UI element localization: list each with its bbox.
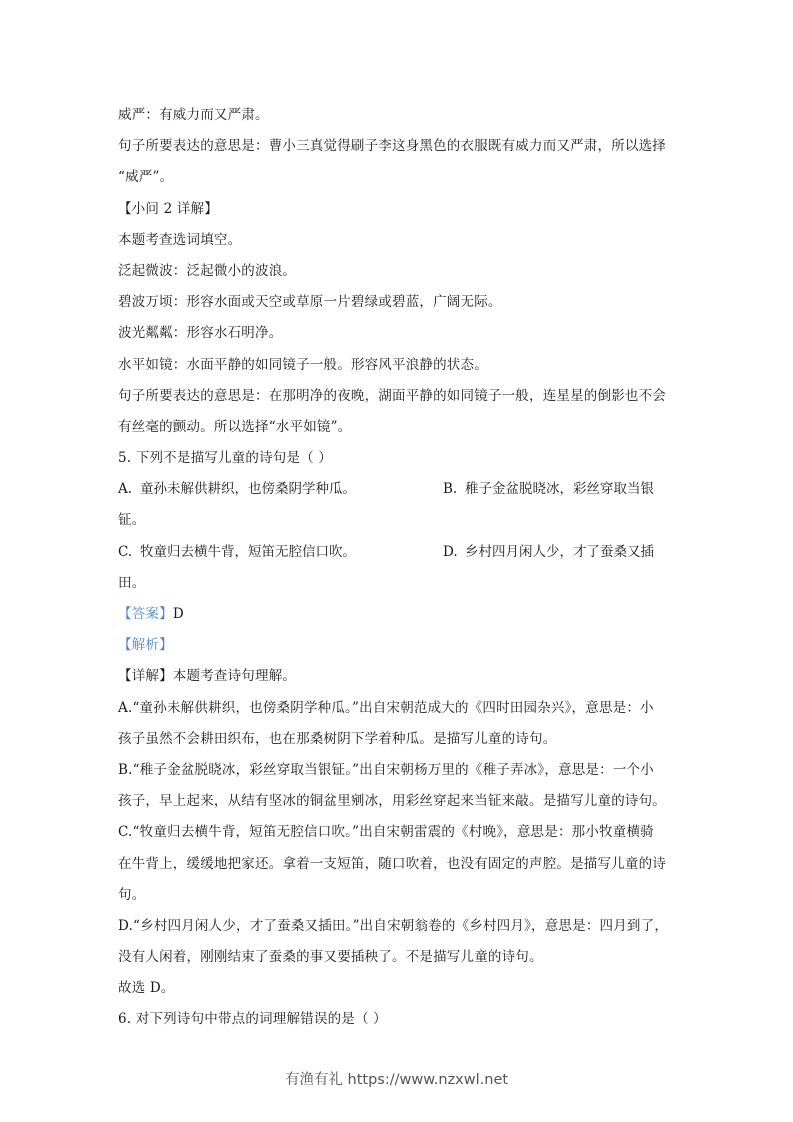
conclusion-line: 故选 D。 xyxy=(118,980,175,997)
detail-intro: 本题考查诗句理解。 xyxy=(172,668,297,685)
option-text: 牧童归去横牛背，短笛无腔信口吹。 xyxy=(140,543,356,560)
option-key: B. xyxy=(443,481,458,498)
detail-line xyxy=(118,661,683,692)
options-row-cd xyxy=(118,537,683,568)
text-line: 本题考查选词填空。 xyxy=(118,231,242,248)
text-line: 有丝毫的颤动。所以选择“水平如镜”。 xyxy=(118,418,352,435)
text-line: 碧波万顷：形容水面或天空或草原一片碧绿或碧蓝，广阔无际。 xyxy=(118,294,502,311)
option-key: A. xyxy=(118,481,133,498)
detail-label: 【详解】 xyxy=(118,668,173,685)
explanation-line: C.“牧童归去横牛背，短笛无腔信口吹。”出自宋朝雷震的《村晚》，意思是：那小牧童横骑 xyxy=(118,824,654,841)
option-d xyxy=(443,537,683,568)
option-key: C. xyxy=(118,543,133,560)
explanation-line: B.“稚子金盆脱晓冰，彩丝穿取当银钲。”出自宋朝杨万里的《稚子弄冰》，意思是：一个小 xyxy=(118,761,654,778)
explanation-line: A.“童孙未解供耕织，也傍桑阴学种瓜。”出自宋朝范成大的《四时田园杂兴》，意思是：小 xyxy=(118,699,654,716)
answer-line xyxy=(118,599,683,630)
explanation-line: D.“乡村四月闲人少，才了蚕桑又插田。”出自宋朝翁卷的《乡村四月》，意思是：四月到了， xyxy=(118,917,669,934)
answer-label: 【答案】 xyxy=(118,606,173,622)
question-5-stem: 5. 下列不是描写儿童的诗句是（ ） xyxy=(118,450,333,467)
options-row-ab xyxy=(118,474,683,505)
explanation-line: 句。 xyxy=(118,886,146,903)
analysis-label: 【解析】 xyxy=(118,637,173,654)
option-key: D. xyxy=(443,543,458,560)
explanation-line: 没有人闲着，刚刚结束了蚕桑的事又要插秧了。不是描写儿童的诗句。 xyxy=(118,949,543,966)
option-a xyxy=(118,474,443,505)
option-b xyxy=(443,474,683,505)
text-line: 威严：有威力而又严肃。 xyxy=(118,107,269,123)
explanation-line: 孩子，早上起来，从结有坚冰的铜盆里剜冰，用彩丝穿起来当钲来敲。是描写儿童的诗句。 xyxy=(118,793,666,810)
option-d-wrap: 田。 xyxy=(118,574,146,591)
option-text: 童孙未解供耕织，也傍桑阴学种瓜。 xyxy=(140,481,356,498)
section-heading-q2-detail: 【小问 2 详解】 xyxy=(118,200,218,217)
answer-value: D xyxy=(172,606,184,622)
question-6-stem: 6. 对下列诗句中带点的词理解错误的是（ ） xyxy=(118,1011,387,1028)
text-line: 波光粼粼：形容水石明净。 xyxy=(118,325,283,342)
option-text: 乡村四月闲人少，才了蚕桑又插 xyxy=(465,543,654,560)
footer-watermark: 有渔有礼 https://www.nzxwl.net xyxy=(284,1072,509,1088)
option-text: 稚子金盆脱晓冰，彩丝穿取当银 xyxy=(465,481,654,498)
text-line: 句子所要表达的意思是：在那明净的夜晚，湖面平静的如同镜子一般，连星星的倒影也不会 xyxy=(118,387,666,404)
explanation-line: 在牛背上，缓缓地把家还。拿着一支短笛，随口吹着，也没有固定的声腔。是描写儿童的诗 xyxy=(118,855,666,872)
text-line: 句子所要表达的意思是：曹小三真觉得刷子李这身黑色的衣服既有威力而又严肃，所以选择 xyxy=(118,138,666,155)
text-line: “威严”。 xyxy=(118,169,174,186)
document-page xyxy=(118,100,683,1036)
text-line: 泛起微波：泛起微小的波浪。 xyxy=(118,262,297,279)
option-c xyxy=(118,537,443,568)
text-line: 水平如镜：水面平静的如同镜子一般。形容风平浪静的状态。 xyxy=(118,356,488,373)
explanation-line: 孩子虽然不会耕田织布，也在那桑树阴下学着种瓜。是描写儿童的诗句。 xyxy=(118,730,557,747)
analysis-line xyxy=(118,630,683,661)
option-b-wrap: 钲。 xyxy=(118,512,146,529)
